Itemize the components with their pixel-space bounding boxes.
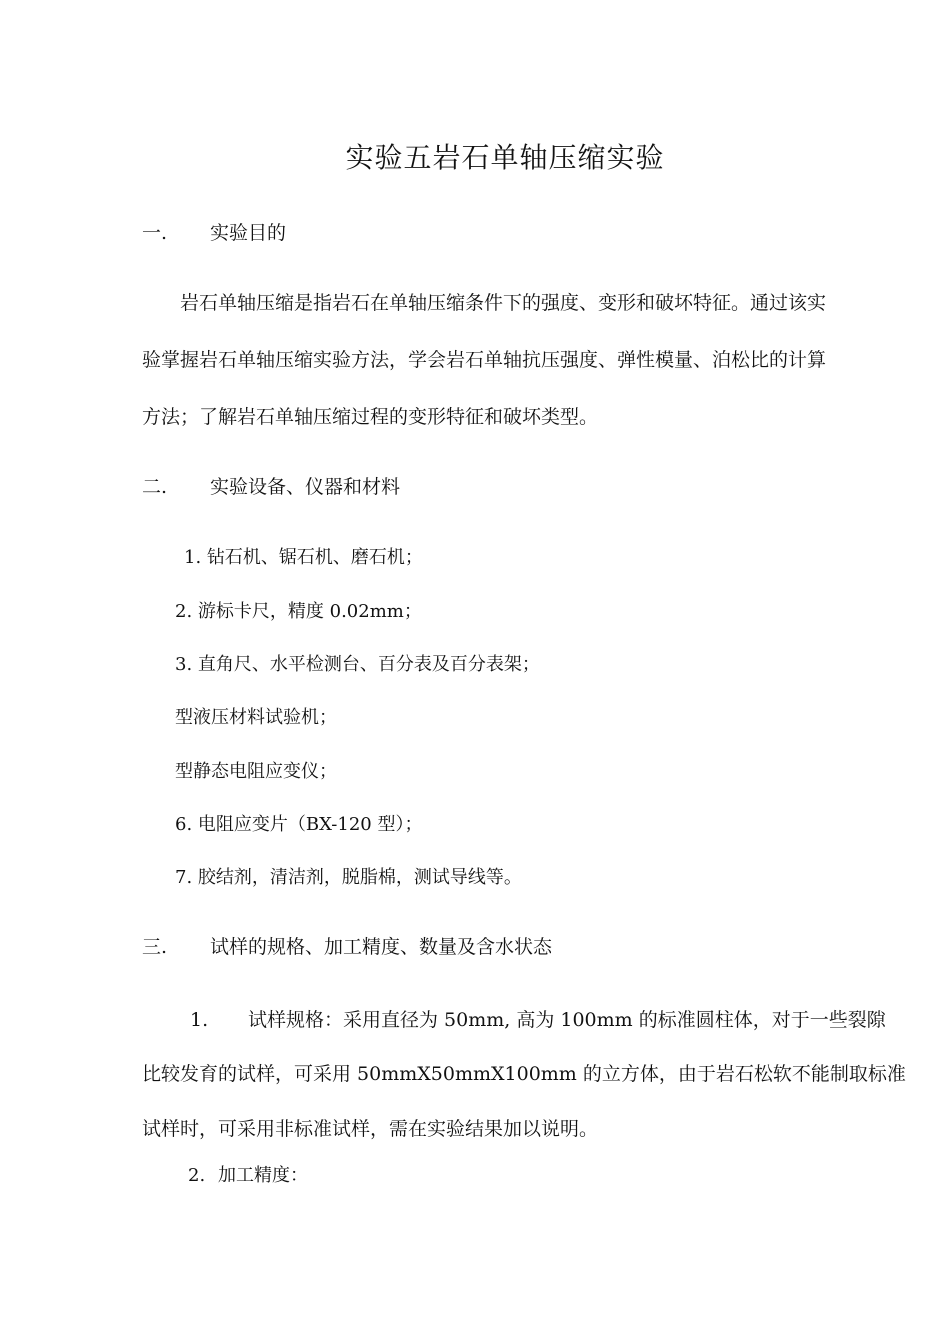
equipment-item: 6. 电阻应变片（BX-120 型）； bbox=[175, 814, 423, 835]
equipment-item: 7. 胶结剂，清洁剂，脱脂棉，测试导线等。 bbox=[175, 867, 522, 888]
section-title: 试样的规格、加工精度、数量及含水状态 bbox=[210, 936, 553, 958]
paragraph-line: 试样规格：采用直径为 50mm, 高为 100mm 的标准圆柱体，对于一些裂隙 bbox=[248, 1009, 886, 1031]
paragraph-line: 比较发育的试样，可采用 50mmX50mmX100mm 的立方体，由于岩石松软不能制取标准 bbox=[142, 1063, 906, 1085]
section-title: 实验目的 bbox=[210, 222, 287, 244]
section-number: 二. bbox=[142, 476, 168, 498]
equipment-item: 1. 钻石机、锯石机、磨石机； bbox=[184, 547, 423, 568]
section-number: 三. bbox=[142, 936, 168, 958]
equipment-item: 3. 直角尺、水平检测台、百分表及百分表架； bbox=[175, 654, 540, 675]
paragraph-line: 方法；了解岩石单轴压缩过程的变形特征和破坏类型。 bbox=[142, 406, 599, 428]
section-number: 一. bbox=[142, 222, 168, 244]
section-3-item-2 bbox=[188, 1162, 308, 1190]
sub-item-text: 加工精度： bbox=[218, 1165, 308, 1186]
paragraph-line: 岩石单轴压缩是指岩石在单轴压缩条件下的强度、变形和破坏特征。通过该实 bbox=[180, 292, 827, 314]
document-title: 实验五岩石单轴压缩实验 bbox=[345, 141, 665, 174]
equipment-item: 2. 游标卡尺，精度 0.02mm； bbox=[175, 601, 422, 622]
equipment-item: 型静态电阻应变仪； bbox=[175, 761, 337, 782]
equipment-item: 型液压材料试验机； bbox=[175, 707, 337, 728]
sub-item-number: 2. bbox=[188, 1165, 206, 1186]
paragraph-line: 试样时，可采用非标准试样，需在实验结果加以说明。 bbox=[142, 1118, 599, 1140]
paragraph-line: 验掌握岩石单轴压缩实验方法，学会岩石单轴抗压强度、弹性模量、泊松比的计算 bbox=[142, 349, 827, 371]
section-heading-2 bbox=[142, 473, 400, 501]
section-heading-3 bbox=[142, 933, 552, 961]
section-heading-1 bbox=[142, 219, 286, 247]
sub-item-number: 1. bbox=[190, 1009, 209, 1031]
section-title: 实验设备、仪器和材料 bbox=[210, 476, 401, 498]
